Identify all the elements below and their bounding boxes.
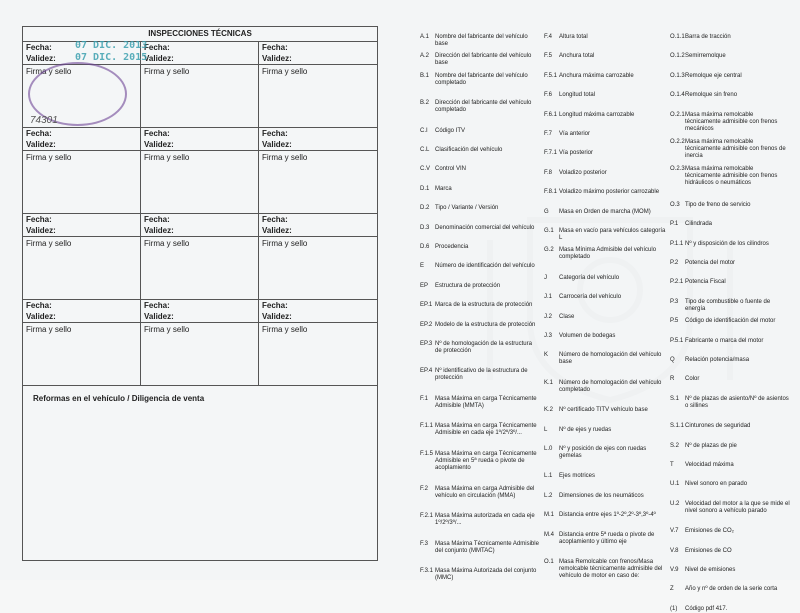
legend-code: J.1	[544, 294, 553, 301]
legend-item	[544, 131, 666, 138]
legend-item	[670, 501, 790, 515]
legend-code: O.1.2	[670, 53, 685, 60]
legend-item	[544, 532, 666, 546]
legend-text: Masa Máxima autorizada en cada eje 1º/2º/3º/...	[435, 513, 535, 527]
legend-item	[544, 209, 666, 216]
legend-code: S.2	[670, 442, 680, 449]
legend-text: Marca de la estructura de protección	[435, 302, 533, 309]
legend-code: P.3	[670, 298, 679, 305]
inspection-cell	[259, 214, 377, 300]
legend-item	[544, 493, 666, 500]
legend-item	[670, 338, 790, 345]
legend-item	[420, 263, 540, 270]
legend-code: P.2.1	[670, 279, 684, 286]
legend-item	[544, 314, 666, 321]
legend-code: C.V	[420, 166, 431, 173]
legend-item	[420, 53, 540, 67]
legend-code: C.L	[420, 147, 430, 153]
legend-text: Voladizo posterior	[559, 169, 607, 176]
legend-text: Nº y disposición de los cilindros	[685, 240, 769, 247]
legend-text: Remolque eje central	[685, 72, 742, 79]
legend-text: Nº de plazas de asiento/Nº de asientos o sillines	[685, 395, 789, 409]
legend-text: Tipo de freno de servicio	[685, 201, 751, 208]
legend-code: T	[670, 462, 674, 468]
legend-text: Número de homologación del vehículo completado	[559, 379, 662, 393]
legend-item	[670, 202, 790, 209]
legend-item	[670, 548, 790, 555]
legend-item	[544, 247, 666, 261]
legend-text: Masa Máxima en carga Técnicamente Admisible en 5ª rueda o pivote de acoplamiento	[435, 450, 537, 471]
legend-item	[420, 34, 540, 48]
legend-text: Nº y posición de ejes con ruedas gemelas	[559, 446, 647, 459]
validez-label: Validez:	[259, 311, 377, 323]
legend-text: Nombre del fabricante del vehículo base	[435, 34, 528, 47]
legend-text: Procedencia	[435, 244, 469, 250]
handwritten-number: 74301	[30, 115, 58, 126]
fecha-label: Fecha:	[144, 129, 170, 138]
legend-text: Número de identificación del vehículo	[435, 263, 535, 270]
legend-text: Modelo de la estructura de protección	[435, 321, 536, 328]
legend-code: O.1.4	[670, 92, 685, 99]
legend-text: Estructura de protección	[435, 282, 501, 289]
legend-text: Vía anterior	[559, 131, 591, 137]
legend-text: Marca	[435, 185, 452, 192]
legend-item	[670, 166, 790, 187]
fecha-label: Fecha:	[144, 215, 170, 224]
legend-item	[420, 368, 540, 382]
legend-code: L.0	[544, 446, 553, 452]
legend-item	[670, 528, 790, 535]
validez-label: Validez:	[141, 139, 258, 151]
inspection-cell	[23, 214, 141, 300]
legend-code: (1)	[670, 605, 678, 612]
legend-text: Distancia entre 5ª rueda o pivote de acoplamiento y último eje	[559, 531, 655, 545]
legend-text: Anchura máxima carrozable	[559, 72, 634, 79]
stamp-fecha-date: 07 DIC. 2013	[75, 40, 148, 51]
firma-sello-label: Firma y sello	[262, 67, 308, 76]
legend-text: Color	[685, 376, 700, 383]
legend-code: V.7	[670, 528, 679, 535]
legend-item	[420, 128, 540, 135]
legend-item	[544, 446, 666, 460]
legend-code: F.6.1	[544, 111, 558, 118]
legend-code: F.2	[420, 486, 429, 492]
legend-text: Volumen de bodegas	[559, 333, 616, 339]
legend-text: Masa Remolcable con frenos/Masa remolcable técnicamente admisible del vehículo de motor en caso de:	[559, 559, 663, 579]
legend-code: G	[544, 208, 549, 215]
legend-text: Masa Máxima en carga Técnicamente Admisible en cada eje 1º/2º/3º/...	[435, 423, 537, 437]
legend-item	[670, 376, 790, 383]
fecha-label: Fecha:	[262, 215, 288, 224]
legend-text: Nº de homologación de la estructura de protección	[435, 341, 532, 354]
legend-item	[420, 568, 540, 582]
legend-text: Velocidad del motor a la que se mide el nivel sonoro a vehículo parado	[685, 500, 790, 514]
legend-code: O.3	[670, 201, 680, 208]
legend-code: EP.1	[420, 302, 433, 309]
legend-code: R	[670, 376, 675, 383]
validez-label: Validez:	[23, 53, 140, 65]
legend-item	[420, 322, 540, 329]
firma-sello-label: Firma y sello	[144, 153, 190, 162]
legend-item	[420, 541, 540, 555]
legend-item	[670, 241, 790, 248]
firma-sello-label: Firma y sello	[26, 239, 72, 248]
legend-code: U.1	[670, 481, 680, 488]
legend-text: Nº certificado TITV vehículo base	[559, 407, 648, 414]
legend-code: M.1	[544, 512, 555, 519]
legend-item	[544, 228, 666, 242]
stamp-validez-date: 07 DIC. 2015	[75, 52, 148, 63]
validez-label: Validez:	[141, 311, 258, 323]
legend-text: Masa en Orden de marcha (MOM)	[559, 208, 651, 215]
legend-code: O.2.1	[670, 111, 685, 118]
fecha-label: Fecha:	[26, 129, 52, 138]
legend-item	[670, 423, 790, 430]
legend-item	[670, 279, 790, 286]
legend-code: F.2.1	[420, 513, 434, 520]
legend-code: P.5	[670, 318, 679, 325]
legend-text: Remolque sin freno	[685, 92, 738, 99]
legend-code: F.3	[420, 540, 429, 547]
legend-code: P.1	[670, 221, 679, 228]
fecha-label: Fecha:	[26, 301, 52, 310]
legend-text: Semirremolque	[685, 53, 726, 60]
legend-item	[544, 112, 666, 119]
firma-sello-label: Firma y sello	[144, 67, 190, 76]
legend-text: Velocidad máxima	[685, 462, 734, 468]
validez-label: Validez:	[259, 225, 377, 237]
legend-code: EP	[420, 282, 429, 289]
firma-sello-label: Firma y sello	[262, 239, 308, 248]
legend-item	[670, 318, 790, 325]
validez-label: Validez:	[259, 139, 377, 151]
legend-code: P.5.1	[670, 337, 684, 344]
legend-text: Masa máxima remolcable técnicamente admisible con frenos mecánicos	[685, 111, 778, 132]
validez-label: Validez:	[23, 225, 140, 237]
legend-item	[420, 147, 540, 154]
legend-code: F.5	[544, 53, 553, 60]
legend-text: Longitud máxima carrozable	[559, 111, 635, 118]
legend-item	[420, 451, 540, 472]
inspection-cell	[23, 300, 141, 386]
fecha-label: Fecha:	[144, 301, 170, 310]
legend-code: Q	[670, 357, 675, 363]
legend-item	[420, 396, 540, 410]
legend-text: Nivel de emisiones	[685, 567, 736, 573]
legend-code: S.1.1	[670, 423, 685, 430]
legend-item	[670, 357, 790, 364]
legend-code: A.2	[420, 53, 430, 60]
legend-text: Masa Máxima en carga Admisible del vehículo en circulación (MMA)	[435, 486, 535, 499]
legend-text: Tipo de combustible o fuente de energía	[685, 298, 771, 312]
legend-text: Barra de tracción	[685, 34, 731, 40]
inspection-cell	[259, 128, 377, 214]
validez-label: Validez:	[23, 311, 140, 323]
legend-item	[670, 260, 790, 267]
inspection-cell	[141, 214, 259, 300]
validez-label: Validez:	[23, 139, 140, 151]
legend-code: J.3	[544, 333, 553, 339]
firma-sello-label: Firma y sello	[26, 325, 72, 334]
legend-code: E	[420, 263, 425, 270]
legend-item	[420, 423, 540, 437]
fecha-label: Fecha:	[26, 215, 52, 224]
inspection-cell	[259, 42, 377, 128]
legend-item	[670, 139, 790, 160]
legend-item	[544, 170, 666, 177]
legend-text: Voladizo máximo posterior carrozable	[559, 189, 660, 196]
fecha-label: Fecha:	[262, 129, 288, 138]
legend-code: A.1	[420, 34, 430, 40]
firma-sello-label: Firma y sello	[262, 325, 308, 334]
inspection-cell	[23, 128, 141, 214]
legend-item	[544, 512, 666, 519]
fecha-label: Fecha:	[26, 43, 52, 52]
legend-code: S.1	[670, 395, 680, 402]
legend-item	[670, 567, 790, 574]
legend-text: Altura total	[559, 34, 588, 40]
legend-code: B.2	[420, 100, 430, 107]
legend-item	[544, 473, 666, 480]
legend-text: Masa máxima remolcable técnicamente admisible con frenos de inercia	[685, 139, 786, 159]
legend-code: L.1	[544, 473, 553, 480]
legend-code: F.8.1	[544, 189, 558, 196]
legend-text: Emisiones de CO₂	[685, 528, 735, 535]
legend-code: F.5.1	[544, 72, 558, 79]
inspection-cell	[141, 128, 259, 214]
legend-code: F.7.1	[544, 150, 558, 157]
legend-item	[420, 341, 540, 355]
legend-item	[544, 352, 666, 366]
legend-code: G.1	[544, 228, 554, 234]
legend-code: F.1.5	[420, 450, 434, 457]
legend-item	[420, 244, 540, 251]
firma-sello-label: Firma y sello	[26, 153, 72, 162]
legend-text: Vía posterior	[559, 150, 594, 157]
legend-code: F.4	[544, 34, 553, 40]
inspection-cell	[259, 300, 377, 386]
legend-code: G.2	[544, 247, 554, 254]
legend-text: Cilindrada	[685, 221, 713, 228]
legend-code: EP.4	[420, 368, 433, 375]
legend-code: J.2	[544, 313, 553, 320]
legend-text: Ejes motrices	[559, 473, 596, 480]
legend-text: Código ITV	[435, 127, 466, 134]
legend-item	[420, 205, 540, 212]
legend-code: U.2	[670, 500, 680, 507]
legend-text: Año y nº de orden de la serie corta	[685, 586, 778, 593]
legend-item	[670, 112, 790, 133]
legend-code: V.8	[670, 547, 679, 554]
legend-item	[670, 299, 790, 313]
legend-code: K.1	[544, 379, 554, 386]
reformas-label: Reformas en el vehículo / Diligencia de venta	[33, 394, 205, 403]
legend-code: D.6	[420, 244, 430, 250]
legend-item	[670, 443, 790, 450]
legend-item	[544, 34, 666, 41]
legend-code: O.2.3	[670, 166, 685, 173]
legend-item	[670, 221, 790, 228]
legend-item	[670, 396, 790, 410]
legend-item	[420, 225, 540, 232]
legend-item	[544, 189, 666, 196]
legend-item	[544, 275, 666, 282]
legend-code: O.2.2	[670, 139, 685, 145]
legend-item	[420, 73, 540, 87]
legend-item	[670, 53, 790, 60]
firma-sello-label: Firma y sello	[144, 239, 190, 248]
legend-text: Masa Mínima Admisible del vehículo completado	[559, 247, 657, 261]
legend-text: Emisiones de CO	[685, 547, 732, 554]
legend-text: Potencia del motor	[685, 260, 736, 266]
legend-item	[670, 462, 790, 469]
legend-item	[670, 586, 790, 593]
fecha-label: Fecha:	[262, 43, 288, 52]
legend-text: Masa Máxima Técnicamente Admisible del conjunto (MMTAC)	[435, 540, 539, 554]
legend-text: Clase	[559, 313, 575, 320]
legend-item	[544, 559, 666, 580]
validez-label: Validez:	[141, 225, 258, 237]
legend-text: Código pdf 417.	[685, 605, 728, 612]
legend-text: Anchura total	[559, 53, 595, 60]
legend-text: Masa Máxima Autorizada del conjunto (MMC)	[435, 568, 537, 582]
fecha-label: Fecha:	[144, 43, 170, 52]
legend-text: Relación potencia/masa	[685, 357, 750, 363]
legend-text: Dirección del fabricante del vehículo base	[435, 53, 532, 67]
legend-text: Carrocería del vehículo	[559, 294, 622, 301]
legend-item	[670, 73, 790, 80]
legend-code: P.2	[670, 260, 679, 266]
validez-label: Validez:	[259, 53, 377, 65]
firma-sello-label: Firma y sello	[144, 325, 190, 334]
legend-code: D.3	[420, 224, 430, 231]
legend-text: Control VIN	[435, 166, 467, 173]
legend-code: J	[544, 274, 547, 281]
legend-item	[420, 186, 540, 193]
legend-item	[420, 283, 540, 290]
legend-text: Nº de plazas de pie	[685, 442, 737, 449]
legend-item	[544, 150, 666, 157]
legend-text: Longitud total	[559, 92, 596, 99]
legend-code: F.8	[544, 169, 553, 176]
legend-code: F.7	[544, 131, 553, 137]
legend-text: Masa máxima remolcable técnicamente admisible con frenos hidráulicos o neumáticos	[685, 166, 778, 187]
legend-item	[420, 486, 540, 500]
validez-label: Validez:	[141, 53, 258, 65]
legend-item	[544, 92, 666, 99]
legend-code: D.2	[420, 205, 430, 212]
legend-code: Z	[670, 586, 674, 593]
legend-text: Número de homologación del vehículo base	[559, 352, 662, 366]
legend-code: K	[544, 352, 549, 359]
inspections-header: INSPECCIONES TÉCNICAS	[23, 27, 377, 42]
legend-item	[544, 73, 666, 80]
legend-text: Categoría del vehículo	[559, 274, 620, 281]
legend-item	[544, 333, 666, 340]
firma-sello-label: Firma y sello	[26, 67, 72, 76]
legend-text: Tipo / Variante / Versión	[435, 205, 499, 212]
legend-code: O.1.3	[670, 72, 685, 79]
legend-code: F.1	[420, 395, 429, 402]
legend-code: V.9	[670, 567, 679, 573]
legend-code: L.2	[544, 492, 553, 499]
legend-text: Denominación comercial del vehículo	[435, 224, 535, 231]
legend-text: Cinturones de seguridad	[685, 423, 751, 430]
inspection-cell	[141, 300, 259, 386]
legend-item	[420, 100, 540, 114]
legend-code: EP.2	[420, 321, 433, 328]
field-legend	[420, 34, 790, 612]
legend-item	[420, 302, 540, 309]
legend-item	[670, 92, 790, 99]
legend-text: Distancia entre ejes 1º-2º,2º-3º,3º-4º	[559, 512, 656, 519]
legend-item	[544, 53, 666, 60]
legend-text: Dimensiones de los neumáticos	[559, 492, 644, 499]
legend-text: Nombre del fabricante del vehículo completado	[435, 72, 528, 86]
legend-text: Nº identificativo de la estructura de protección	[435, 368, 528, 382]
fecha-label: Fecha:	[262, 301, 288, 310]
legend-code: K.2	[544, 407, 554, 414]
legend-code: F.1.1	[420, 423, 434, 430]
legend-code: D.1	[420, 185, 430, 192]
legend-text: Masa en vacío para vehículos categoría L	[559, 228, 666, 241]
legend-code: P.1.1	[670, 240, 684, 247]
legend-code: C.I	[420, 127, 428, 134]
legend-item	[670, 34, 790, 41]
legend-text: Código de identificación del motor	[685, 318, 776, 325]
legend-text: Nivel sonoro en parado	[685, 481, 748, 488]
legend-item	[420, 513, 540, 527]
legend-code: M.4	[544, 531, 555, 538]
legend-code: EP.3	[420, 341, 433, 347]
legend-code: L	[544, 426, 548, 433]
legend-item	[420, 166, 540, 173]
legend-item	[544, 427, 666, 434]
legend-item	[544, 407, 666, 414]
legend-code: F.6	[544, 92, 553, 99]
legend-code: F.3.1	[420, 568, 434, 575]
inspection-cell	[141, 42, 259, 128]
legend-code: O.1.1	[670, 34, 685, 40]
legend-text: Dirección del fabricante del vehículo completado	[435, 100, 532, 114]
legend-item	[670, 606, 790, 613]
legend-item	[670, 481, 790, 488]
legend-text: Fabricante o marca del motor	[685, 337, 764, 344]
firma-sello-label: Firma y sello	[262, 153, 308, 162]
legend-code: O.1	[544, 559, 554, 565]
legend-text: Masa Máxima en carga Técnicamente Admisible (MMTA)	[435, 395, 537, 409]
legend-text: Clasificación del vehículo	[435, 147, 503, 153]
legend-code: B.1	[420, 72, 430, 79]
legend-item	[544, 294, 666, 301]
legend-text: Potencia Fiscal	[685, 279, 726, 286]
legend-item	[544, 380, 666, 394]
legend-text: Nº de ejes y ruedas	[559, 426, 612, 433]
